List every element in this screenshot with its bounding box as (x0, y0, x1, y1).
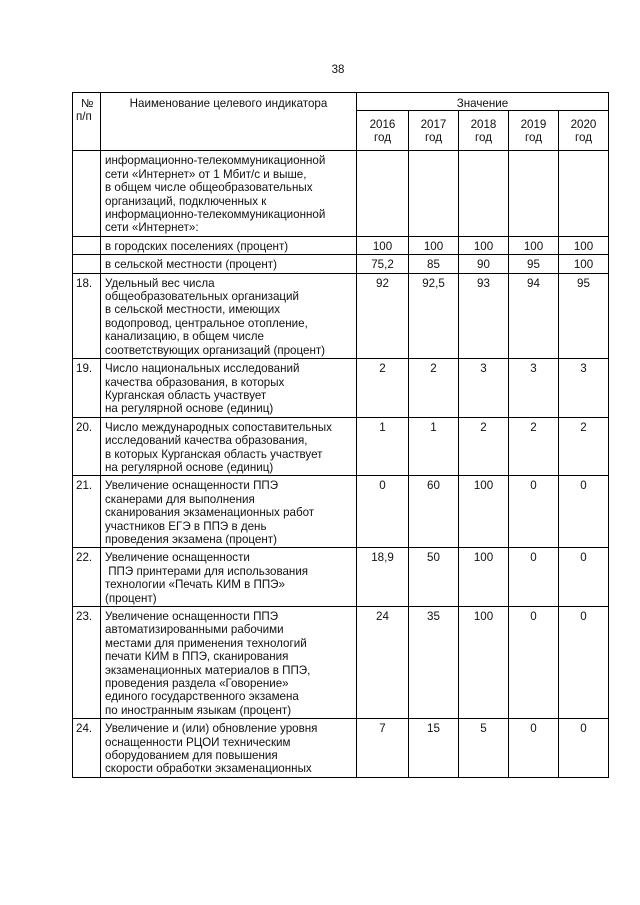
value-cell: 0 (559, 476, 609, 548)
year-unit: год (575, 131, 592, 145)
value-cell: 35 (409, 607, 459, 719)
indicator-name-cell (101, 273, 357, 358)
indicator-name-line: проведения экзамена (процент) (105, 532, 277, 546)
indicator-name-line: оснащенности РЦОИ техническим (105, 735, 291, 749)
table-row (73, 255, 609, 273)
indicator-name-line: Удельный вес числа (105, 276, 215, 290)
indicator-name-line: сканерами для выполнения (105, 492, 255, 506)
indicator-name-cell (101, 417, 357, 476)
indicator-name-line: организаций, подключенных к (105, 194, 267, 208)
indicator-name-line: в которых Курганская область участвует (105, 447, 323, 461)
value-cell: 100 (509, 236, 559, 254)
table-row (73, 151, 609, 236)
value-cell: 95 (509, 255, 559, 273)
indicators-table (72, 92, 609, 778)
value-cell: 5 (459, 719, 509, 778)
value-cell: 90 (459, 255, 509, 273)
value-cell: 100 (559, 236, 609, 254)
value-cell: 0 (559, 719, 609, 778)
value-cell: 50 (409, 548, 459, 607)
table-row (73, 273, 609, 358)
header-num-line1: № (81, 97, 94, 110)
indicator-name-line: на регулярной основе (единиц) (105, 402, 274, 416)
indicator-name-line: единого государственного экзамена (105, 690, 299, 704)
table-row (73, 476, 609, 548)
indicator-name-line: сканирования экзаменационных работ (105, 506, 315, 520)
indicator-name-line: скорости обработки экзаменационных (105, 762, 312, 776)
value-cell: 95 (559, 273, 609, 358)
indicator-name-line: Увеличение оснащенности ППЭ (105, 479, 279, 493)
indicator-name-line: автоматизированными рабочими (105, 623, 284, 637)
indicator-name-cell (101, 548, 357, 607)
value-cell: 100 (357, 236, 409, 254)
header-year-cell (459, 111, 509, 151)
indicator-name-cell (101, 151, 357, 236)
year-label: 2018 (470, 118, 497, 132)
indicator-name-line: Увеличение и (или) обновление уровня (105, 722, 318, 736)
value-cell: 92,5 (409, 273, 459, 358)
indicator-name-cell (101, 359, 357, 418)
indicator-name-line: по иностранным языкам (процент) (105, 703, 292, 717)
header-year-cell (357, 111, 409, 151)
indicator-name-line: сети «Интернет» от 1 Мбит/с и выше, (105, 167, 307, 181)
value-cell: 100 (459, 548, 509, 607)
value-cell: 0 (559, 607, 609, 719)
value-cell: 0 (509, 548, 559, 607)
value-cell: 60 (409, 476, 459, 548)
indicator-name-line: экзаменационных материалов в ППЭ, (105, 663, 311, 677)
year-label: 2019 (520, 118, 547, 132)
indicator-name-line: печати КИМ в ППЭ, сканирования (105, 650, 289, 664)
value-cell: 93 (459, 273, 509, 358)
value-cell: 0 (357, 476, 409, 548)
value-cell: 3 (459, 359, 509, 418)
row-number-cell: 24. (73, 719, 101, 778)
indicator-name-line: в сельской местности (процент) (105, 258, 277, 272)
table-row (73, 236, 609, 254)
table-row (73, 719, 609, 778)
value-cell (409, 151, 459, 236)
header-name-cell: Наименование целевого индикатора (101, 93, 357, 151)
header-year-cell (409, 111, 459, 151)
value-cell: 0 (559, 548, 609, 607)
indicator-name-line: в городских поселениях (процент) (105, 239, 289, 253)
value-cell: 100 (409, 236, 459, 254)
indicator-name-line: Курганская область участвует (105, 388, 267, 402)
page-number: 38 (331, 64, 345, 76)
value-cell: 100 (459, 236, 509, 254)
year-label: 2020 (570, 118, 597, 132)
table-row (73, 359, 609, 418)
value-cell: 85 (409, 255, 459, 273)
indicator-name-line: на регулярной основе (единиц) (105, 460, 274, 474)
value-cell: 1 (409, 417, 459, 476)
value-cell: 1 (357, 417, 409, 476)
value-cell: 100 (459, 476, 509, 548)
indicator-name-line: общеобразовательных организаций (105, 290, 300, 304)
indicator-name-line: Увеличение оснащенности ППЭ (105, 610, 279, 623)
value-cell: 2 (509, 417, 559, 476)
indicator-name-line: участников ЕГЭ в ППЭ в день (105, 519, 267, 533)
indicator-name-line: сети «Интернет»: (105, 221, 199, 235)
value-cell: 3 (509, 359, 559, 418)
row-number-cell: 20. (73, 417, 101, 476)
header-row (73, 93, 609, 111)
header-num-line2: п/п (76, 110, 92, 124)
value-cell: 0 (509, 719, 559, 778)
value-cell: 7 (357, 719, 409, 778)
header-value-cell: Значение (357, 93, 609, 111)
year-unit: год (374, 131, 391, 145)
indicator-name-line: технологии «Печать КИМ в ППЭ» (105, 578, 285, 592)
indicator-name-line: оборудованием для повышения (105, 749, 278, 763)
indicator-name-line: исследований качества образования, (105, 434, 308, 448)
year-unit: год (525, 131, 542, 145)
indicator-name-cell (101, 255, 357, 273)
header-year-cell (559, 111, 609, 151)
row-number-cell: 19. (73, 359, 101, 418)
header-year-cell (509, 111, 559, 151)
year-unit: год (475, 131, 492, 145)
indicator-name-line: Увеличение оснащенности (105, 551, 250, 565)
indicator-name-line: канализацию, в общем числе (105, 330, 264, 344)
value-cell: 2 (559, 417, 609, 476)
indicator-name-cell (101, 719, 357, 778)
indicator-name-line: качества образования, в которых (105, 375, 285, 389)
value-cell (509, 151, 559, 236)
indicator-name-cell (101, 607, 357, 719)
header-num-cell (73, 93, 101, 151)
row-number-cell (73, 255, 101, 273)
value-cell (357, 151, 409, 236)
indicator-name-line: соответствующих организаций (процент) (105, 343, 326, 357)
indicator-name-line: информационно-телекоммуникационной (105, 208, 326, 222)
value-cell: 15 (409, 719, 459, 778)
row-number-cell: 21. (73, 476, 101, 548)
value-cell: 2 (459, 417, 509, 476)
value-cell (459, 151, 509, 236)
indicator-name-line: Число международных сопоставительных (105, 420, 332, 434)
indicator-name-line: местами для применения технологий (105, 636, 307, 650)
year-label: 2016 (369, 118, 396, 132)
indicator-name-line: информационно-телекоммуникационной (105, 154, 326, 168)
table-row (73, 607, 609, 719)
value-cell: 92 (357, 273, 409, 358)
year-unit: год (425, 131, 442, 145)
indicator-name-line: в общем числе общеобразовательных (105, 181, 313, 195)
row-number-cell (73, 151, 101, 236)
indicator-name-line: водопровод, центральное отопление, (105, 316, 308, 330)
value-cell: 75,2 (357, 255, 409, 273)
row-number-cell: 22. (73, 548, 101, 607)
value-cell: 100 (559, 255, 609, 273)
indicator-name-line: проведения раздела «Говорение» (105, 677, 289, 691)
value-cell: 94 (509, 273, 559, 358)
table-row (73, 417, 609, 476)
indicator-name-line: Число национальных исследований (105, 362, 300, 376)
row-number-cell (73, 236, 101, 254)
value-cell: 18,9 (357, 548, 409, 607)
value-cell: 2 (409, 359, 459, 418)
value-cell: 0 (509, 607, 559, 719)
value-cell: 2 (357, 359, 409, 418)
indicator-name-line: в сельской местности, имеющих (105, 303, 280, 317)
indicator-name-cell (101, 236, 357, 254)
indicator-name-line: (процент) (105, 591, 157, 605)
table-row (73, 548, 609, 607)
indicator-name-cell (101, 476, 357, 548)
value-cell: 100 (459, 607, 509, 719)
row-number-cell: 23. (73, 607, 101, 719)
row-number-cell: 18. (73, 273, 101, 358)
value-cell: 0 (509, 476, 559, 548)
value-cell: 3 (559, 359, 609, 418)
value-cell (559, 151, 609, 236)
indicator-name-line: ППЭ принтерами для использования (105, 564, 309, 578)
value-cell: 24 (357, 607, 409, 719)
year-label: 2017 (420, 118, 447, 132)
